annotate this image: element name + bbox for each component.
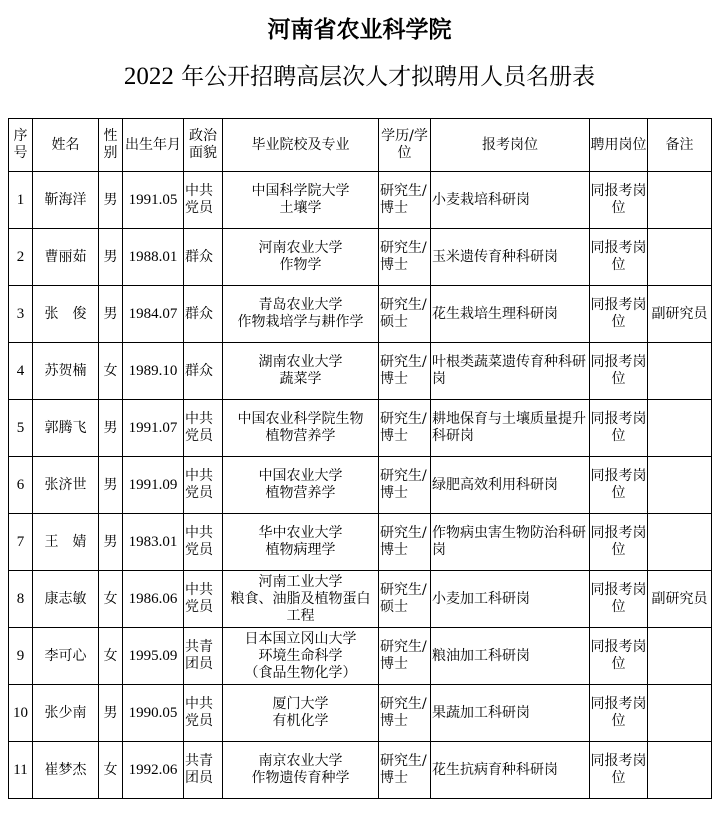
cell-hired: 同报考岗位 — [590, 571, 648, 628]
cell-school: 湖南农业大学 蔬菜学 — [223, 343, 379, 400]
cell-seq: 10 — [9, 685, 33, 742]
cell-remark — [648, 229, 712, 286]
personnel-table — [8, 118, 712, 799]
cell-hired: 同报考岗位 — [590, 742, 648, 799]
cell-degree: 研究生/博士 — [379, 628, 431, 685]
cell-hired: 同报考岗位 — [590, 400, 648, 457]
cell-school: 河南工业大学 粮食、油脂及植物蛋白 工程 — [223, 571, 379, 628]
cell-position: 花生抗病育种科研岗 — [431, 742, 590, 799]
cell-position: 玉米遗传育种科研岗 — [431, 229, 590, 286]
table-row — [9, 685, 712, 742]
cell-degree: 研究生/博士 — [379, 229, 431, 286]
cell-birth: 1991.07 — [123, 400, 184, 457]
cell-hired: 同报考岗位 — [590, 172, 648, 229]
cell-seq: 2 — [9, 229, 33, 286]
cell-political: 中共党员 — [184, 172, 223, 229]
cell-political: 中共党员 — [184, 457, 223, 514]
cell-gender: 女 — [99, 343, 123, 400]
cell-remark — [648, 343, 712, 400]
cell-school: 青岛农业大学 作物栽培学与耕作学 — [223, 286, 379, 343]
table-row — [9, 628, 712, 685]
cell-remark — [648, 514, 712, 571]
document-subtitle — [0, 57, 719, 97]
cell-remark — [648, 457, 712, 514]
cell-position: 粮油加工科研岗 — [431, 628, 590, 685]
cell-position: 花生栽培生理科研岗 — [431, 286, 590, 343]
cell-school: 中国科学院大学 土壤学 — [223, 172, 379, 229]
header-degree: 学历/学位 — [379, 119, 431, 172]
cell-name: 曹丽茹 — [33, 229, 99, 286]
cell-remark: 副研究员 — [648, 571, 712, 628]
cell-birth: 1988.01 — [123, 229, 184, 286]
header-remark: 备注 — [648, 119, 712, 172]
cell-hired: 同报考岗位 — [590, 286, 648, 343]
cell-hired: 同报考岗位 — [590, 229, 648, 286]
cell-political: 群众 — [184, 229, 223, 286]
cell-birth: 1995.09 — [123, 628, 184, 685]
cell-name: 苏贺楠 — [33, 343, 99, 400]
subtitle-year: 2022 — [123, 63, 174, 90]
cell-remark — [648, 685, 712, 742]
table-row — [9, 457, 712, 514]
header-seq: 序号 — [9, 119, 33, 172]
cell-position: 叶根类蔬菜遗传育种科研岗 — [431, 343, 590, 400]
cell-birth: 1991.05 — [123, 172, 184, 229]
cell-gender: 男 — [99, 514, 123, 571]
cell-birth: 1984.07 — [123, 286, 184, 343]
cell-gender: 男 — [99, 172, 123, 229]
cell-school: 河南农业大学 作物学 — [223, 229, 379, 286]
cell-seq: 3 — [9, 286, 33, 343]
document-title: 河南省农业科学院 — [267, 17, 452, 43]
cell-seq: 5 — [9, 400, 33, 457]
cell-birth: 1992.06 — [123, 742, 184, 799]
cell-gender: 女 — [99, 628, 123, 685]
cell-seq: 4 — [9, 343, 33, 400]
cell-remark — [648, 400, 712, 457]
cell-name: 郭腾飞 — [33, 400, 99, 457]
cell-school: 中国农业科学院生物 植物营养学 — [223, 400, 379, 457]
cell-political: 中共党员 — [184, 400, 223, 457]
cell-political: 中共党员 — [184, 685, 223, 742]
table-row — [9, 172, 712, 229]
cell-position: 耕地保育与土壤质量提升科研岗 — [431, 400, 590, 457]
cell-name: 康志敏 — [33, 571, 99, 628]
cell-gender: 女 — [99, 571, 123, 628]
cell-gender: 男 — [99, 286, 123, 343]
header-gender: 性别 — [99, 119, 123, 172]
cell-degree: 研究生/博士 — [379, 742, 431, 799]
cell-name: 王 婧 — [33, 514, 99, 571]
cell-school: 华中农业大学 植物病理学 — [223, 514, 379, 571]
cell-hired: 同报考岗位 — [590, 343, 648, 400]
subtitle-text: 年公开招聘高层次人才拟聘用人员名册表 — [173, 64, 596, 90]
header-political: 政治面貌 — [184, 119, 223, 172]
cell-seq: 7 — [9, 514, 33, 571]
header-birth: 出生年月 — [123, 119, 184, 172]
cell-political: 中共党员 — [184, 514, 223, 571]
cell-degree: 研究生/博士 — [379, 685, 431, 742]
cell-gender: 女 — [99, 742, 123, 799]
cell-seq: 9 — [9, 628, 33, 685]
header-name: 姓名 — [33, 119, 99, 172]
table-row — [9, 286, 712, 343]
cell-birth: 1989.10 — [123, 343, 184, 400]
cell-position: 小麦栽培科研岗 — [431, 172, 590, 229]
cell-degree: 研究生/博士 — [379, 514, 431, 571]
cell-school: 南京农业大学 作物遗传育种学 — [223, 742, 379, 799]
cell-birth: 1990.05 — [123, 685, 184, 742]
cell-degree: 研究生/博士 — [379, 172, 431, 229]
cell-hired: 同报考岗位 — [590, 457, 648, 514]
cell-name: 张济世 — [33, 457, 99, 514]
cell-political: 群众 — [184, 343, 223, 400]
header-hired: 聘用岗位 — [590, 119, 648, 172]
cell-hired: 同报考岗位 — [590, 628, 648, 685]
cell-position: 绿肥高效利用科研岗 — [431, 457, 590, 514]
cell-remark — [648, 742, 712, 799]
cell-degree: 研究生/硕士 — [379, 286, 431, 343]
table-row — [9, 514, 712, 571]
cell-gender: 男 — [99, 229, 123, 286]
cell-remark — [648, 628, 712, 685]
table-row — [9, 571, 712, 628]
cell-name: 靳海洋 — [33, 172, 99, 229]
cell-name: 崔梦杰 — [33, 742, 99, 799]
cell-name: 李可心 — [33, 628, 99, 685]
cell-school: 日本国立冈山大学 环境生命科学 （食品生物化学） — [223, 628, 379, 685]
cell-remark: 副研究员 — [648, 286, 712, 343]
cell-degree: 研究生/博士 — [379, 457, 431, 514]
table-row — [9, 400, 712, 457]
cell-hired: 同报考岗位 — [590, 514, 648, 571]
table-row — [9, 229, 712, 286]
cell-birth: 1986.06 — [123, 571, 184, 628]
cell-degree: 研究生/博士 — [379, 400, 431, 457]
table-header-row — [9, 119, 712, 172]
header-position: 报考岗位 — [431, 119, 590, 172]
cell-gender: 男 — [99, 400, 123, 457]
table-row — [9, 742, 712, 799]
cell-remark — [648, 172, 712, 229]
cell-political: 中共党员 — [184, 571, 223, 628]
cell-school: 中国农业大学 植物营养学 — [223, 457, 379, 514]
cell-birth: 1991.09 — [123, 457, 184, 514]
cell-gender: 男 — [99, 457, 123, 514]
cell-position: 果蔬加工科研岗 — [431, 685, 590, 742]
table-row — [9, 343, 712, 400]
cell-position: 小麦加工科研岗 — [431, 571, 590, 628]
cell-political: 共青团员 — [184, 628, 223, 685]
cell-seq: 8 — [9, 571, 33, 628]
header-school: 毕业院校及专业 — [223, 119, 379, 172]
cell-position: 作物病虫害生物防治科研岗 — [431, 514, 590, 571]
cell-name: 张少南 — [33, 685, 99, 742]
cell-gender: 男 — [99, 685, 123, 742]
cell-seq: 6 — [9, 457, 33, 514]
cell-degree: 研究生/博士 — [379, 343, 431, 400]
cell-hired: 同报考岗位 — [590, 685, 648, 742]
cell-degree: 研究生/硕士 — [379, 571, 431, 628]
cell-seq: 11 — [9, 742, 33, 799]
cell-name: 张 俊 — [33, 286, 99, 343]
cell-political: 群众 — [184, 286, 223, 343]
cell-school: 厦门大学 有机化学 — [223, 685, 379, 742]
cell-birth: 1983.01 — [123, 514, 184, 571]
cell-seq: 1 — [9, 172, 33, 229]
cell-political: 共青团员 — [184, 742, 223, 799]
